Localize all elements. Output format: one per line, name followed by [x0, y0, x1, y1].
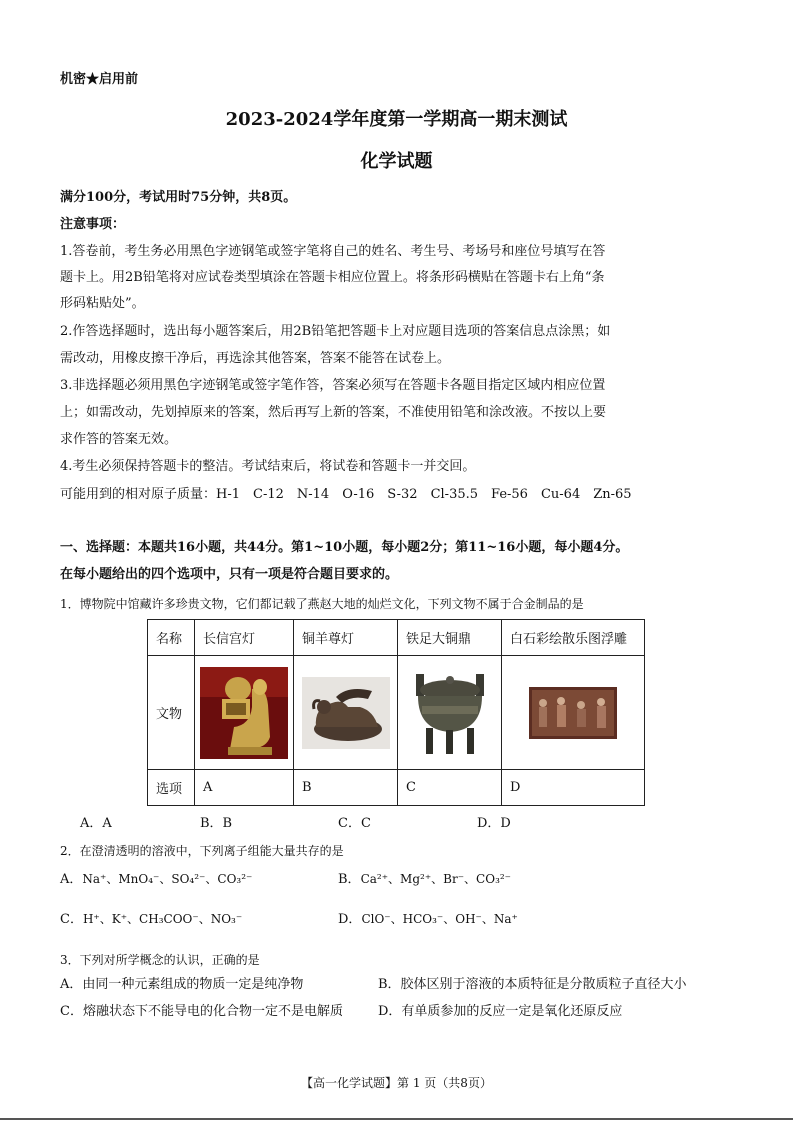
- relic-name-c: 铁足大铜鼎: [398, 620, 502, 656]
- q2-option-a-text: Na⁺、MnO₄⁻、SO₄²⁻、CO₃²⁻: [82, 872, 253, 886]
- note-2-line-2: 需改动，用橡皮擦干净后，再选涂其他答案，答案不能答在试卷上。: [60, 351, 451, 366]
- note-3-line-3: 求作答的答案无效。: [60, 432, 178, 447]
- q1-choice-d: D．D: [477, 816, 511, 831]
- row-header-name: 名称: [148, 620, 195, 656]
- q2-option-d-label: D．: [338, 912, 362, 927]
- q2-option-b-text: Ca²⁺、Mg²⁺、Br⁻、CO₃²⁻: [360, 872, 512, 886]
- notes-heading: 注意事项：: [60, 217, 126, 232]
- relic-option-c: C: [398, 770, 502, 806]
- q1-stem: 1．博物院中馆藏许多珍贵文物，它们都记载了燕赵大地的灿烂文化，下列文物不属于合金制品的是: [60, 597, 584, 611]
- q3-option-d: D．有单质参加的反应一定是氧化还原反应: [378, 1004, 623, 1019]
- bronze-sheep-lamp-image: [302, 677, 390, 749]
- note-3-line-2: 上；如需改动，先划掉原来的答案，然后再写上新的答案，不准使用铅笔和涂改液。不按以上要: [60, 405, 607, 420]
- relic-name-a: 长信宫灯: [195, 620, 294, 656]
- exam-info: 满分100分，考试用时75分钟，共8页。: [60, 190, 297, 205]
- q1-choice-c: C．C: [338, 816, 371, 831]
- footer-divider: [0, 1118, 793, 1120]
- q2-option-d-text: ClO⁻、HCO₃⁻、OH⁻、Na⁺: [361, 912, 518, 926]
- atomic-masses: 可能用到的相对原子质量：H-1 C-12 N-14 O-16 S-32 Cl-35.5 Fe-56 Cu-64 Zn-65: [60, 487, 632, 502]
- q2-option-b-label: B．: [338, 872, 361, 887]
- q2-option-a: [60, 872, 252, 887]
- section-1-subheading: 在每小题给出的四个选项中，只有一项是符合题目要求的。: [60, 567, 399, 582]
- note-2-line-1: 2.作答选择题时，选出每小题答案后，用2B铅笔把答题卡上对应题目选项的答案信息点涂黑；如: [60, 324, 611, 339]
- page-footer: 【高一化学试题】第 1 页（共8页）: [301, 1076, 492, 1090]
- q2-option-c-label: C．: [60, 912, 83, 927]
- q2-option-a-label: A．: [60, 872, 83, 887]
- relic-name-b: 铜羊尊灯: [294, 620, 398, 656]
- relic-name-d: 白石彩绘散乐图浮雕: [502, 620, 645, 656]
- section-1-heading: 一、选择题：本题共16小题，共44分。第1~10小题，每小题2分；第11~16小题，每小题4分。: [60, 540, 629, 555]
- table-row-images: [148, 656, 645, 770]
- table-row-names: [148, 620, 645, 656]
- q2-stem: 2．在澄清透明的溶液中，下列离子组能大量共存的是: [60, 844, 344, 858]
- table-row-options: [148, 770, 645, 806]
- q3-option-b: B．胶体区别于溶液的本质特征是分散质粒子直径大小: [378, 977, 687, 992]
- q3-stem: 3．下列对所学概念的认识，正确的是: [60, 953, 260, 967]
- palace-lamp-image: [200, 667, 288, 759]
- q3-option-c: C．熔融状态下不能导电的化合物一定不是电解质: [60, 1004, 343, 1019]
- note-1-line-3: 形码粘贴处”。: [60, 296, 145, 311]
- note-4-line-1: 4.考生必须保持答题卡的整洁。考试结束后，将试卷和答题卡一并交回。: [60, 459, 476, 474]
- iron-foot-cauldron-image: [408, 668, 492, 758]
- relic-option-a: A: [195, 770, 294, 806]
- marble-relief-image: [529, 687, 617, 739]
- exam-title: 2023-2024学年度第一学期高一期末测试: [225, 109, 568, 130]
- row-header-option: 选项: [148, 770, 195, 806]
- q1-choice-b: B．B: [200, 816, 233, 831]
- note-1-line-1: 1.答卷前，考生务必用黑色字迹钢笔或签字笔将自己的姓名、考生号、考场号和座位号填写在答: [60, 244, 606, 259]
- relic-option-b: B: [294, 770, 398, 806]
- q2-option-b: [338, 872, 511, 887]
- note-3-line-1: 3.非选择题必须用黑色字迹钢笔或签字笔作答，答案必须写在答题卡各题目指定区域内相应位置: [60, 378, 606, 393]
- exam-subject: 化学试题: [360, 151, 433, 172]
- q1-choice-a: A．A: [80, 816, 112, 831]
- q2-option-c: [60, 912, 242, 927]
- relic-table: [147, 619, 645, 806]
- note-1-line-2: 题卡上。用2B铅笔将对应试卷类型填涂在答题卡相应位置上。将条形码横贴在答题卡右上角“条: [60, 270, 605, 285]
- q2-option-c-text: H⁺、K⁺、CH₃COO⁻、NO₃⁻: [82, 912, 243, 926]
- q3-option-a: A．由同一种元素组成的物质一定是纯净物: [60, 977, 304, 992]
- row-header-relic: 文物: [148, 656, 195, 770]
- confidential-mark: 机密★启用前: [60, 72, 139, 87]
- relic-option-d: D: [502, 770, 645, 806]
- q2-option-d: [338, 912, 518, 927]
